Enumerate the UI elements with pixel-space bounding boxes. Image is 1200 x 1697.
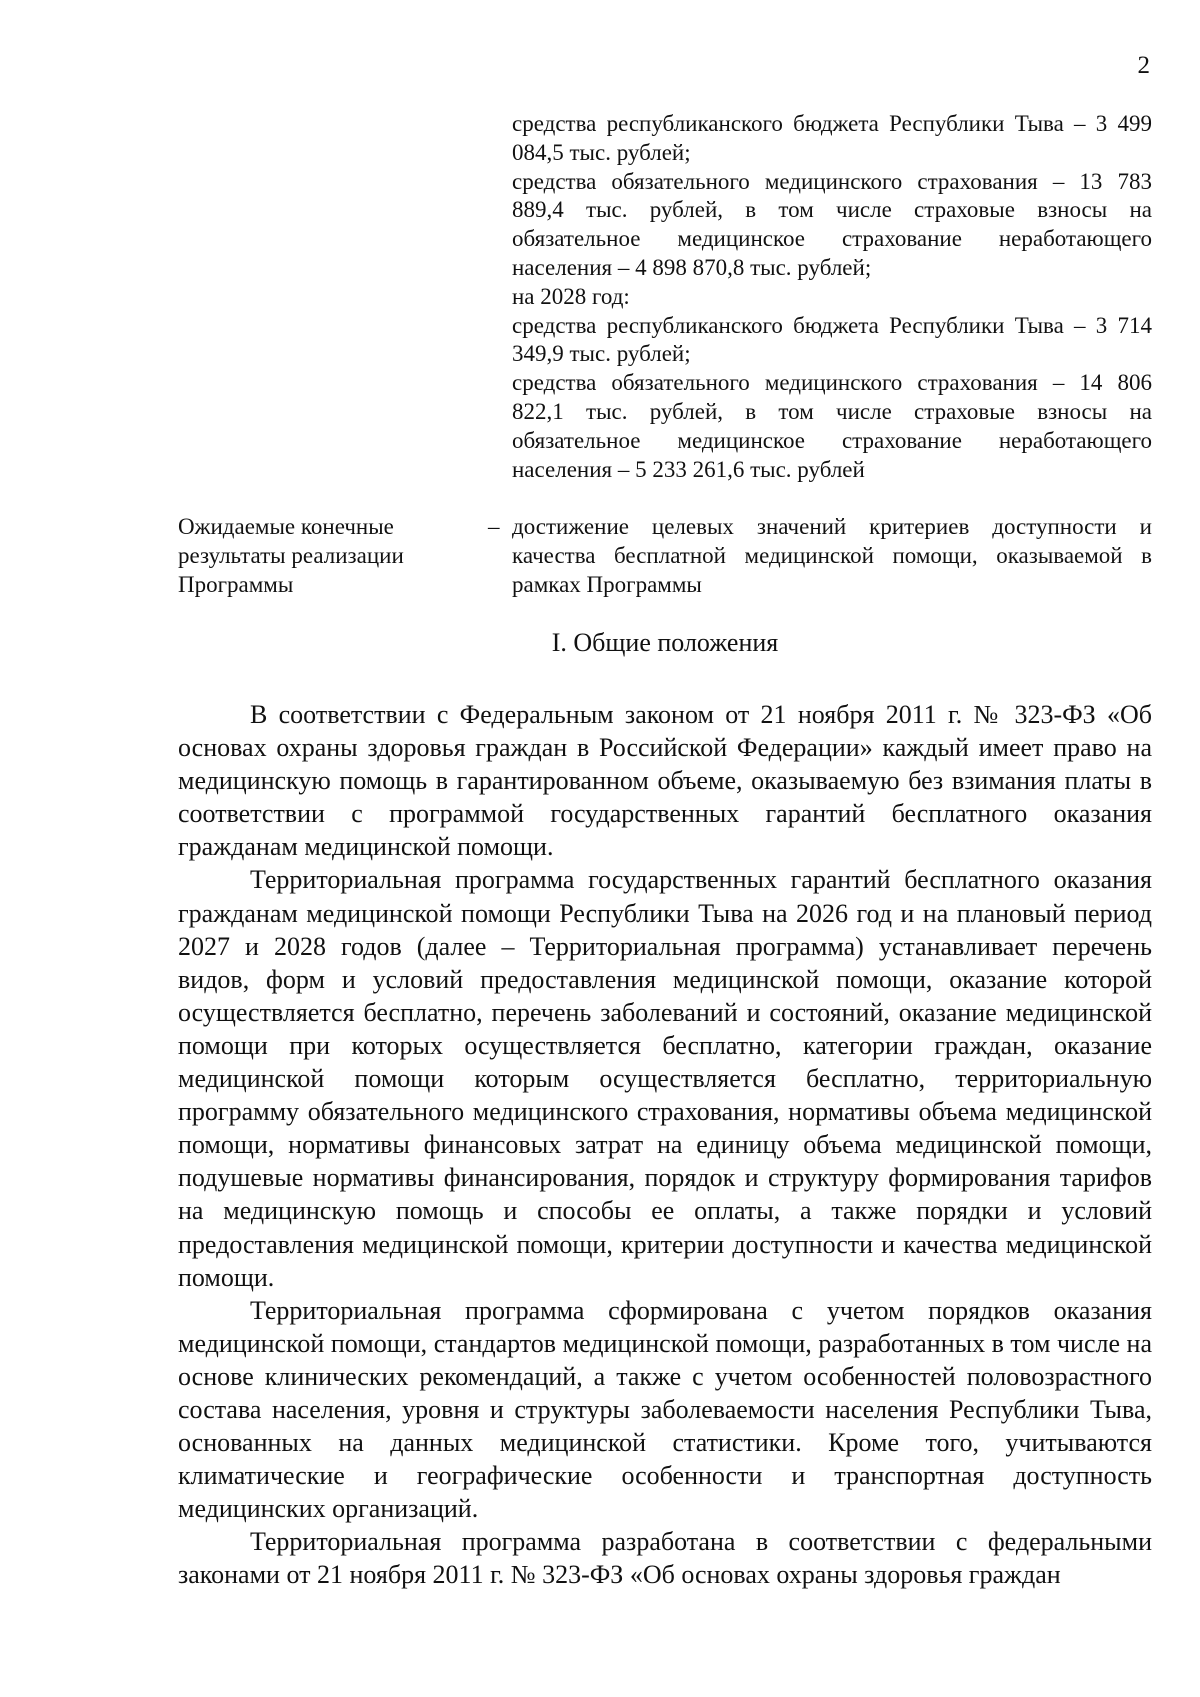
section-heading: I. Общие положения	[551, 628, 779, 657]
funding-year-label: на 2028 год:	[512, 283, 630, 309]
page-number: 2	[1137, 52, 1150, 79]
funding-line: средства обязательного медицинского страхования – 13 783 889,4 тыс. рублей, в том числе страховые взносы на обязательное медицинское страхование неработающего населения – 4 898 870,8 тыс. рублей;	[512, 168, 1152, 280]
body-paragraph: Территориальная программа государственных гарантий бесплатного оказания гражданам медицинской помощи Республики Тыва на 2026 год и на плановый период 2027 и 2028 годов (далее – Территориальная программа) устанавливает перечень видов, форм и условий предоставления медицинской помощи, оказание которой осуществляется бесплатно, перечень заболеваний и состояний, оказание медицинской помощи при которых осуществляется бесплатно, категории граждан, оказание медицинской помощи которым осуществляется бесплатно, территориальную программу обязательного медицинского страхования, нормативы объема медицинской помощи, нормативы финансовых затрат на единицу объема медицинской помощи, подушевые нормативы финансирования, порядок и структуру формирования тарифов на медицинскую помощь и способы ее оплаты, а также порядки и условий предоставления медицинской помощи, критерии доступности и качества медицинской помощи.	[178, 865, 1152, 1292]
funding-summary	[512, 110, 1152, 484]
expected-results-value: достижение целевых значений критериев доступности и качества бесплатной медицинской помощи, оказываемой в рамках Программы	[512, 514, 1152, 597]
section-body	[178, 698, 1152, 1592]
funding-line: средства обязательного медицинского страхования – 14 806 822,1 тыс. рублей, в том числе страховые взносы на обязательное медицинское страхование неработающего населения – 5 233 261,6 тыс. рублей	[512, 370, 1152, 482]
funding-line: средства республиканского бюджета Республики Тыва – 3 499 084,5 тыс. рублей;	[512, 111, 1152, 165]
expected-results-label: Ожидаемые конечные результаты реализации Программы	[178, 514, 404, 597]
expected-results-dash: –	[488, 514, 500, 539]
funding-line: средства республиканского бюджета Республики Тыва – 3 714 349,9 тыс. рублей;	[512, 312, 1152, 367]
body-paragraph: Территориальная программа сформирована с учетом порядков оказания медицинской помощи, стандартов медицинской помощи, разработанных в том числе на основе клинических рекомендаций, а также с учетом особенностей половозрастного состава населения, уровня и структуры заболеваемости населения Республики Тыва, основанных на данных медицинской статистики. Кроме того, учитываются климатические и географические особенности и транспортная доступность медицинских организаций.	[178, 1295, 1152, 1524]
body-paragraph: Территориальная программа разработана в соответствии с федеральными законами от 21 ноября 2011 г. № 323-ФЗ «Об основах охраны здоровья граждан	[178, 1527, 1152, 1590]
body-paragraph: В соответствии с Федеральным законом от 21 ноября 2011 г. № 323-ФЗ «Об основах охраны здоровья граждан в Российской Федерации» каждый имеет право на медицинскую помощь в гарантированном объеме, оказываемую без взимания платы в соответствии с программой государственных гарантий бесплатного оказания гражданам медицинской помощи.	[178, 700, 1152, 862]
